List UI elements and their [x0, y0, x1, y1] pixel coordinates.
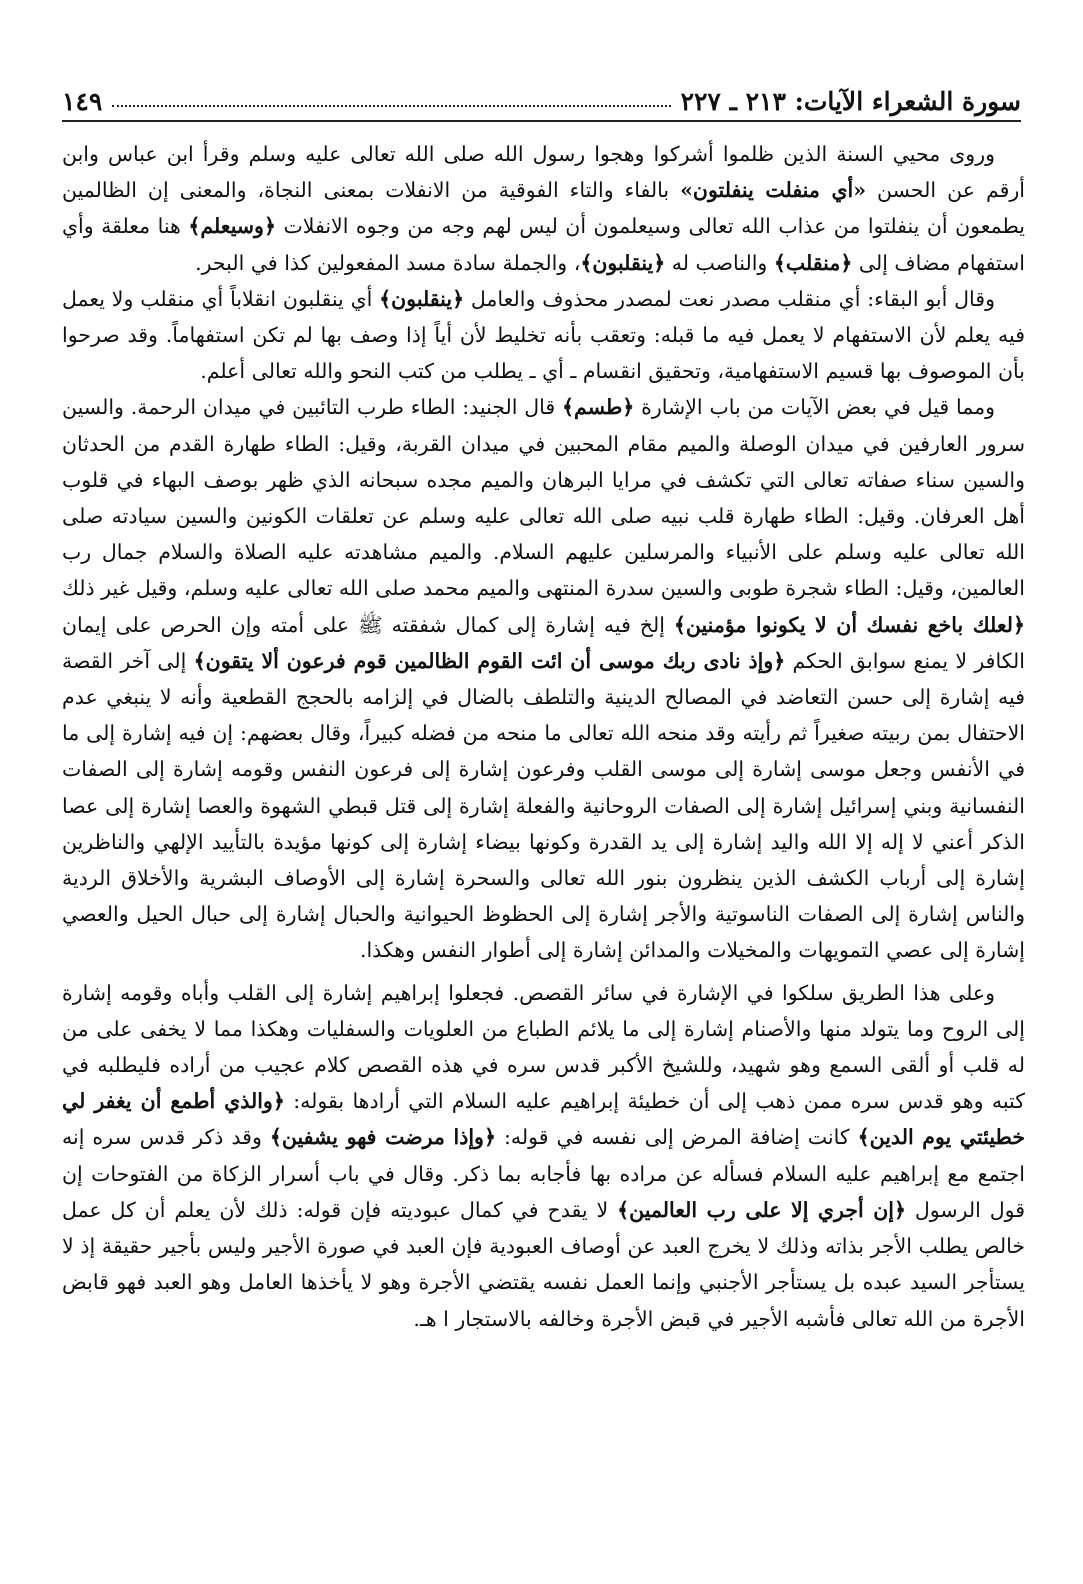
text-run: ومما قيل في بعض الآيات من باب الإشارة [634, 395, 995, 420]
text-run: والناصب له [665, 250, 774, 275]
paragraph-1 [62, 136, 1025, 281]
quran-quote: ﴿والذي أطمع أن يغفر لي خطيئتي يوم الدين﴾ [62, 1089, 1025, 1150]
text-run: وقال أبو البقاء: أي منقلب مصدر نعت لمصدر محذوف والعامل [464, 286, 996, 311]
quran-quote: ﴿منقلب﴾ [773, 250, 853, 275]
text-run: لا يقدح في كمال عبوديته فإن قوله: ذلك لأن يعلم أن كل عمل خالص يطلب الأجر بذاته وذلك لا يخرج العبد عن أوصاف العبودية فإن العبد في صورة الأجير وليس بأجير حقيقة إذ لا يستأجر السيد عبده بل يستأجر الأجنبي وإنما العمل نفسه يقتضي الأجرة وهو لا يأخذها العامل وهو العبد فهو قابض الأجرة من الله تعالى فأشبه الأجير في قبض الأجرة وخالفه بالاستجار ا هـ. [62, 1197, 1025, 1331]
text-run: كانت إضافة المرض إلى نفسه في قوله: [495, 1125, 858, 1150]
text-run: أي ينقلبون انقلاباً أي منقلب ولا يعمل فيه يعلم لأن الاستفهام لا يعمل فيه ما قبله: وتعقب بأنه تخليط لأن أياً إذا وصف بها لم تكن استفهاماً. وقد صرحوا بأن الموصوف بها قسيم الاستفهامية، وتحقيق انقسام ـ أي ـ يطلب من كتب النحو والله تعالى أعلم. [62, 286, 1025, 384]
text-run: هنا معلقة وأي استفهام مضاف إلى [62, 214, 1025, 275]
header-rule [62, 120, 1021, 122]
text-run: إلخ فيه إشارة إلى كمال شفقته ﷺ على أمته وإن الحرص على إيمان الكافر لا يمنع سوابق الحكم [62, 612, 1025, 673]
running-header [62, 76, 1021, 116]
text-run: وعلى هذا الطريق سلكوا في الإشارة في سائر القصص. فجعلوا إبراهيم إشارة إلى القلب وأباه وقومه إشارة إلى الروح وما يتولد منها والأصنام إشارة إلى ما يلائم الطباع من العلويات والسفليات وهكذا مما لا يخفى على من له قلب أو ألقى السمع وهو شهيد، وللشيخ الأكبر قدس سره في هذه القصص كلام عجيب من أراده فليطلبه في كتبه وهو قدس سره ممن ذهب إلى أن خطيئة إبراهيم عليه السلام التي أرادها بقوله: [62, 980, 1025, 1114]
text-run: وقد ذكر قدس سره إنه اجتمع مع إبراهيم عليه السلام فسأله عن مراده بها فأجابه بما ذكر. وقال في باب أسرار الزكاة من الفتوحات إن قول الرسول [62, 1125, 1026, 1222]
text-run: وروى محيي السنة الذين ظلموا أشركوا وهجوا رسول الله صلى الله تعالى عليه وسلم وقرأ ابن عباس وابن أرقم عن الحسن [62, 142, 1025, 203]
text-run: قال الجنيد: الطاء طرب التائبين في ميدان الرحمة. والسين سرور العارفين في ميدان الوصلة والميم مقام المحبين في ميدان القربة، وقيل: الطاء طهارة القدم من الحدثان والسين سناء صفاته تعالى التي تكشف في مرايا البرهان والميم مجده سبحانه الذي ظهر بوصف البهاء في قلوب أهل العرفان. وقيل: الطاء طهارة قلب نبيه صلى الله تعالى عليه وسلم عن تعلقات الكونين والسين سيادته صلى الله تعالى عليه وسلم على الأنبياء والمرسلين عليهم السلام. والميم مشاهدته عليه الصلاة والسلام جمال رب العالمين، وقيل: الطاء شجرة طوبى والسين سدرة المنتهى والميم محمد صلى الله تعالى عليه وسلم، وقيل غير ذلك [62, 395, 1025, 601]
text-run: بالفاء والتاء الفوقية من الانفلات بمعنى النجاة، والمعنى إن الظالمين يطمعون أن ينفلتوا من عذاب الله تعالى وسيعلمون أن ليس لهم وجه من وجوه الانفلات [62, 178, 1026, 239]
paragraph-3 [62, 389, 1025, 968]
quran-quote: ﴿طسم﴾ [562, 395, 635, 420]
paragraph-4 [62, 975, 1025, 1337]
header-dot-leader [112, 105, 670, 107]
page-number: ١٤٩ [62, 87, 103, 116]
quran-quote: ﴿إن أجري إلا على رب العالمين﴾ [617, 1197, 906, 1222]
paragraph-2 [62, 281, 1025, 390]
quran-quote: ﴿لعلك باخع نفسك أن لا يكونوا مؤمنين﴾ [673, 612, 1025, 637]
quran-quote: ﴿ينقلبون﴾ [379, 286, 465, 311]
quran-quote: «أي منفلت ينفلتون» [680, 178, 867, 203]
quran-quote: ﴿وسيعلم﴾ [188, 214, 276, 239]
surah-title: سورة الشعراء الآيات: ٢١٣ ـ ٢٢٧ [680, 87, 1021, 116]
text-run: إلى آخر القصة فيه إشارة إلى حسن التعاضد في المصالح الدينية والتلطف بالضال في إلزامه بالحجج القطعية وأنه لا ينبغي عدم الاحتفال بمن ربيته صغيراً ثم رأيته وقد منحه الله تعالى ما منحه من فضله كبيراً، وقال بعضهم: إن فيه إشارة إلى ما في الأنفس وجعل موسى إشارة إلى موسى القلب وفرعون إشارة إلى فرعون النفس وقومه إشارة إلى الصفات النفسانية وبني إسرائيل إشارة إلى الصفات الروحانية والفعلة إشارة إلى قتل قبطي الشهوة والعصا إشارة إلى عصا الذكر أعني لا إله إلا الله واليد إشارة إلى يد القدرة وكونها بيضاء إشارة إلى كونها مؤيدة بالتأييد الإلهي والناظرين إشارة إلى أرباب الكشف الذين ينظرون بنور الله تعالى والسحرة إشارة إلى الأوصاف البشرية والأخلاق الردية والناس إشارة إلى الصفات الناسوتية والأجر إشارة إلى الحظوظ الحيوانية والحبال إشارة إلى حبال الحيل والعصي إشارة إلى عصي التمويهات والمخيلات والمدائن إشارة إلى أطوار النفس وهكذا. [62, 648, 1025, 963]
quran-quote: ﴿وإذا مرضت فهو يشفين﴾ [269, 1125, 496, 1150]
page-body [62, 136, 1025, 1337]
quran-quote: ﴿ينقلبون﴾ [580, 250, 666, 275]
text-run: ، والجملة سادة مسد المفعولين كذا في البحر. [195, 250, 581, 275]
quran-quote: ﴿وإذ نادى ربك موسى أن ائت القوم الظالمين قوم فرعون ألا يتقون﴾ [193, 648, 786, 673]
